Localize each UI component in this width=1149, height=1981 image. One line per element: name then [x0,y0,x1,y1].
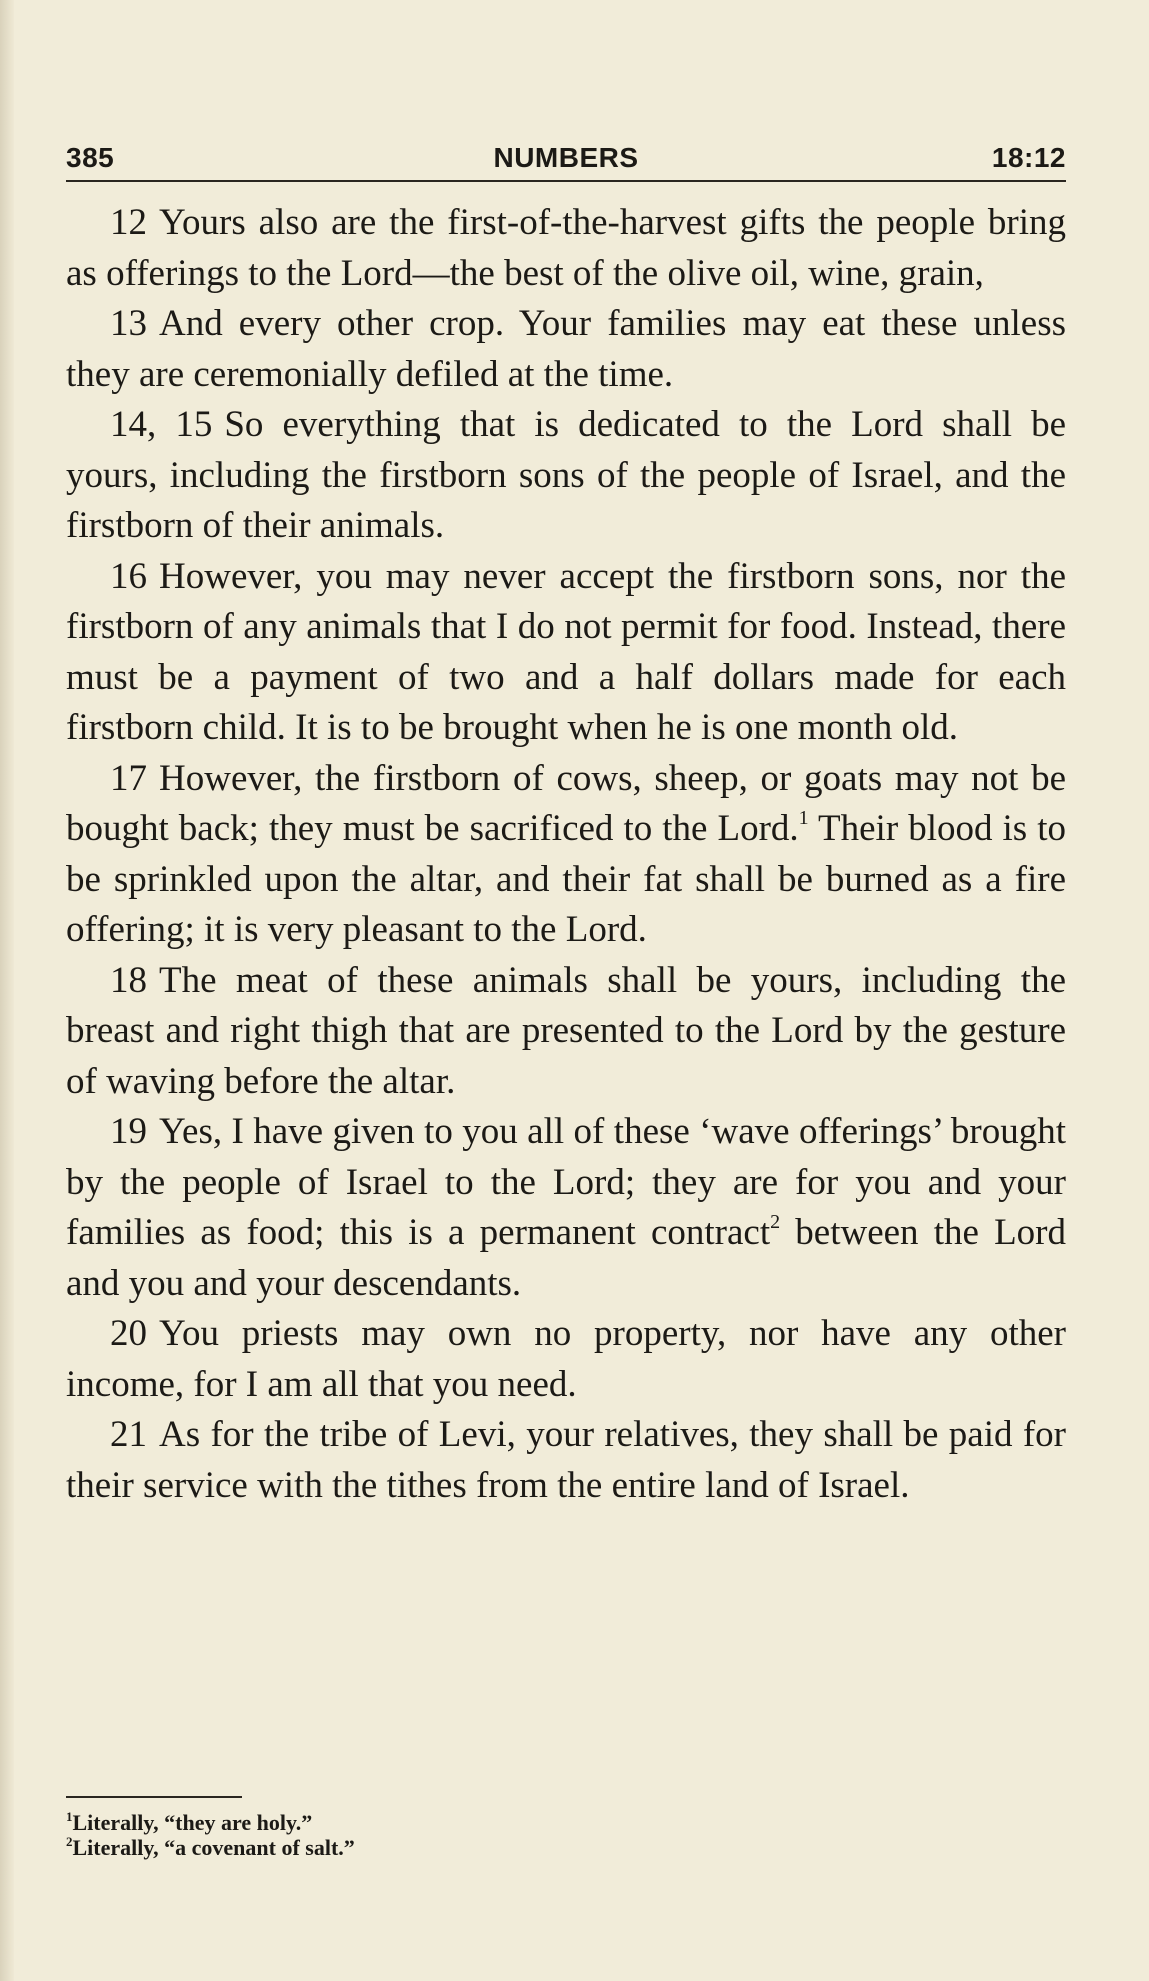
verse-text-continued: between the Lord and you and your descendants. [66,1212,1066,1304]
verse-number: 16 [110,555,147,597]
footnote-1 [66,1810,355,1835]
verse-text-continued: Their blood is to be sprinkled upon the altar, and their fat shall be burned as a fire offering; it is very pleasant to the Lord. [66,808,1066,950]
verse-20 [66,1309,1066,1410]
verse-number: 21 [110,1414,147,1455]
verse-text: However, you may never accept the firstborn sons, nor the firstborn of any animals that I do not permit for food. Instead, there must be a payment of two and a half dollars made for each firstborn child. It is to be brought when he is one month old. [66,555,1066,748]
footnotes [66,1810,355,1860]
verse-number: 17 [110,757,147,799]
verse-12 [66,198,1066,299]
verse-text: The meat of these animals shall be yours, including the breast and right thigh that are presented to the Lord by the gesture of waving before the altar. [66,959,1066,1102]
verse-number: 19 [110,1111,147,1152]
verse-number: 12 [110,202,147,243]
verse-19 [66,1107,1066,1309]
footnote-text: Literally, “a covenant of salt.” [72,1835,355,1860]
chapter-verse-reference: 18:12 [991,142,1066,173]
page-edge [0,0,14,1981]
footnote-rule [66,1796,242,1798]
verse-number: 20 [110,1313,147,1354]
verse-18 [66,956,1066,1108]
verse-text: Yes, I have given to you all of these ‘wave offerings’ brought by the people of Israel to the Lord; they are for you and your families as food; this is a permanent contract [66,1111,1066,1253]
footnote-2 [66,1835,355,1860]
book-title: NUMBERS [493,142,639,173]
footnote-mark: 1 [66,1809,73,1824]
running-head [66,142,1066,182]
footnote-text: Literally, “they are holy.” [72,1810,313,1835]
verse-16 [66,552,1066,754]
verse-number: 18 [110,959,147,1001]
verse-number: 13 [110,303,147,344]
verse-13 [66,299,1066,400]
footnote-marker[interactable]: 1 [798,807,809,829]
verse-text: You priests may own no property, nor have any other income, for I am all that you need. [66,1313,1066,1405]
verse-14-15 [66,400,1066,552]
verse-21 [66,1410,1066,1511]
verse-text: And every other crop. Your families may eat these unless they are ceremonially defiled at the time. [66,303,1066,395]
verse-number: 14, 15 [110,404,213,445]
verse-text: So everything that is dedicated to the Lord shall be yours, including the firstborn sons of the people of Israel, and the firstborn of their animals. [66,404,1067,546]
page-number: 385 [66,142,115,173]
verse-text: As for the tribe of Levi, your relatives, they shall be paid for their service with the tithes from the entire land of Israel. [66,1414,1066,1506]
verse-text: However, the firstborn of cows, sheep, or goats may not be bought back; they must be sacrificed to the Lord. [66,757,1066,849]
footnote-marker[interactable]: 2 [770,1211,781,1233]
header-rule [66,180,1066,182]
body-text [66,198,1066,1511]
footnote-mark: 2 [66,1834,73,1849]
verse-text: Yours also are the first-of-the-harvest gifts the people bring as offerings to the Lord—the best of the olive oil, wine, grain, [66,202,1066,294]
verse-17 [66,754,1066,956]
